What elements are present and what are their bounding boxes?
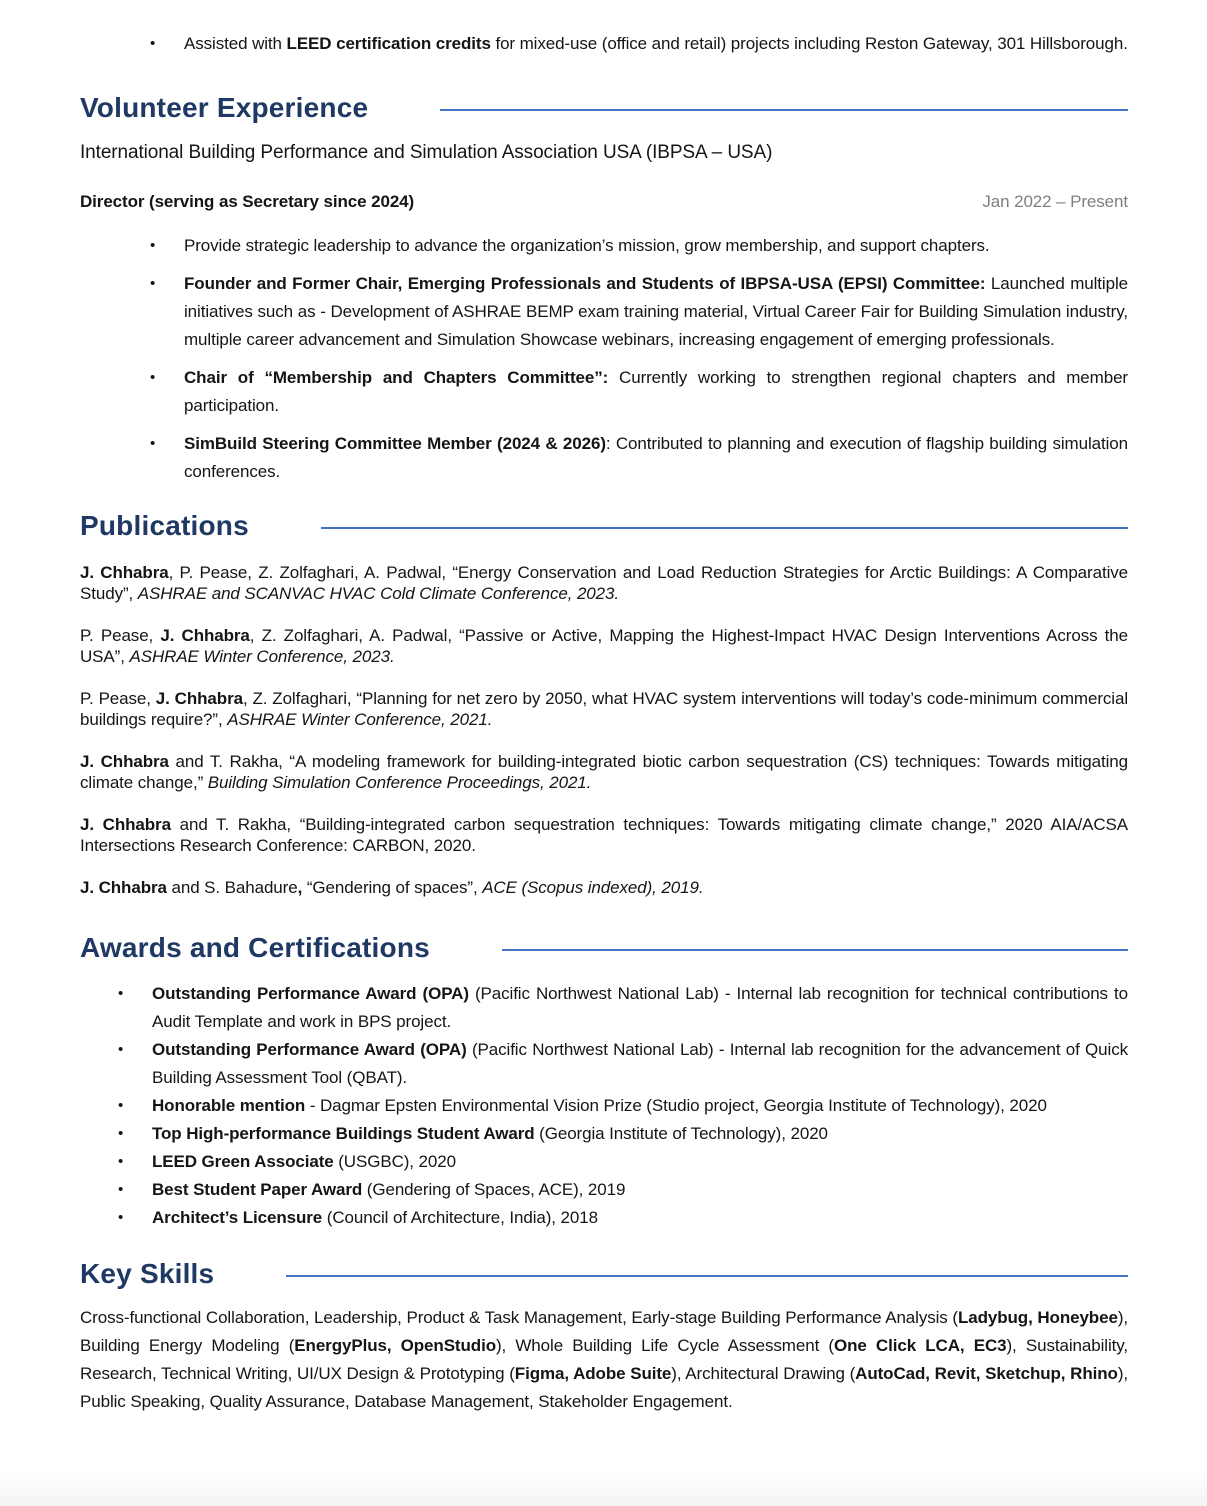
publication-item: J. Chhabra and T. Rakha, “A modeling framework for building-integrated biotic carbon sequestration (CS) techniques: Towards mitigating climate change,” Building Simulation Conference Proceedings, 2021.	[80, 752, 1129, 792]
section-heading-key-skills	[80, 1258, 1128, 1290]
bullet-text: Assisted with LEED certification credits for mixed-use (office and retail) projects including Reston Gateway, 301 Hillsborough.	[184, 34, 1128, 53]
bullet-icon: •	[118, 1125, 124, 1142]
award-text: Outstanding Performance Award (OPA) (Pacific Northwest National Lab) - Internal lab recognition for the advancement of Quick Building Assessment Tool (QBAT).	[152, 1040, 1128, 1087]
publication-item: J. Chhabra and S. Bahadure, “Gendering of spaces”, ACE (Scopus indexed), 2019.	[80, 878, 704, 897]
section-heading-awards	[80, 932, 1128, 964]
bullet-icon: •	[150, 369, 156, 386]
award-item	[118, 1092, 1128, 1120]
page-bottom-shadow	[0, 1468, 1207, 1506]
bullet-icon: •	[150, 237, 156, 254]
bullet-text: Provide strategic leadership to advance the organization’s mission, grow membership, and support chapters.	[184, 236, 990, 255]
bullet-icon: •	[118, 985, 124, 1002]
bullet-item	[150, 232, 1128, 260]
publication-item: J. Chhabra and T. Rakha, “Building-integrated carbon sequestration techniques: Towards mitigating climate change,” 2020 AIA/ACSA Intersections Research Conference: CARBON, 2020.	[80, 815, 1128, 855]
bullet-item	[150, 270, 1128, 354]
award-text: Best Student Paper Award (Gendering of Spaces, ACE), 2019	[152, 1180, 626, 1199]
heading-rule	[286, 1275, 1128, 1277]
bullet-icon: •	[118, 1153, 124, 1170]
bullet-text: SimBuild Steering Committee Member (2024 & 2026): Contributed to planning and execution of flagship building simulation conferences.	[184, 434, 1128, 481]
award-item	[118, 1148, 1128, 1176]
section-title: Volunteer Experience	[80, 92, 369, 123]
section-publications	[80, 510, 1128, 898]
section-volunteer-experience	[80, 92, 1128, 486]
role-title: Director (serving as Secretary since 2024)	[80, 192, 415, 211]
award-item	[118, 980, 1128, 1036]
section-title: Publications	[80, 510, 249, 541]
bullet-icon: •	[118, 1097, 124, 1114]
section-title: Key Skills	[80, 1258, 215, 1289]
bullet-text: Chair of “Membership and Chapters Committee”: Currently working to strengthen regional chapters and member participation.	[184, 368, 1128, 415]
award-text: Top High-performance Buildings Student Award (Georgia Institute of Technology), 2020	[152, 1124, 828, 1143]
bullet-icon: •	[118, 1041, 124, 1058]
bullet-icon: •	[150, 35, 156, 52]
bullet-icon: •	[118, 1181, 124, 1198]
bullet-icon: •	[118, 1209, 124, 1226]
bullet-item	[150, 430, 1128, 486]
award-text: Honorable mention - Dagmar Epsten Environmental Vision Prize (Studio project, Georgia Institute of Technology), 2020	[152, 1096, 1047, 1115]
award-list	[118, 980, 1128, 1232]
award-item	[118, 1176, 1128, 1204]
publication-list	[80, 562, 1128, 898]
award-item	[118, 1036, 1128, 1092]
heading-rule	[440, 109, 1128, 111]
award-item	[118, 1204, 1128, 1232]
section-heading-volunteer	[80, 92, 1128, 124]
organization-name: International Building Performance and Simulation Association USA (IBPSA – USA)	[80, 142, 773, 163]
award-item	[118, 1120, 1128, 1148]
experience-bullet-list	[150, 30, 1128, 58]
heading-rule	[502, 949, 1128, 951]
bullet-item	[150, 364, 1128, 420]
section-title: Awards and Certifications	[80, 932, 430, 963]
bullet-icon: •	[150, 435, 156, 452]
skills-paragraph: Cross-functional Collaboration, Leadership, Product & Task Management, Early-stage Building Performance Analysis (Ladybug, Honeybee), Building Energy Modeling (EnergyPlus, OpenStudio), Whole Building Life Cycle Assessment (One Click LCA, EC3), Sustainability, Research, Technical Writing, UI/UX Design & Prototyping (Figma, Adobe Suite), Architectural Drawing (AutoCad, Revit, Sketchup, Rhino), Public Speaking, Quality Assurance, Database Management, Stakeholder Engagement.	[80, 1308, 1129, 1411]
role-row	[80, 192, 1128, 212]
award-text: Outstanding Performance Award (OPA) (Pacific Northwest National Lab) - Internal lab recognition for technical contributions to Audit Template and work in BPS project.	[152, 984, 1128, 1031]
heading-rule	[321, 527, 1128, 529]
role-dates: Jan 2022 – Present	[982, 192, 1128, 211]
section-heading-publications	[80, 510, 1128, 542]
section-awards	[80, 932, 1128, 1232]
bullet-text: Founder and Former Chair, Emerging Professionals and Students of IBPSA-USA (EPSI) Committee: Launched multiple initiatives such as - Development of ASHRAE BEMP exam training material, Virtual Career Fair for Building Simulation industry, multiple career advancement and Simulation Showcase webinars, increasing engagement of emerging professionals.	[184, 274, 1128, 349]
publication-item: P. Pease, J. Chhabra, Z. Zolfaghari, A. Padwal, “Passive or Active, Mapping the Highest-Impact HVAC Design Interventions Across the USA”, ASHRAE Winter Conference, 2023.	[80, 626, 1129, 666]
bullet-icon: •	[150, 275, 156, 292]
section-key-skills	[80, 1258, 1128, 1416]
award-text: Architect’s Licensure (Council of Architecture, India), 2018	[152, 1208, 598, 1227]
publication-item: J. Chhabra, P. Pease, Z. Zolfaghari, A. Padwal, “Energy Conservation and Load Reduction Strategies for Arctic Buildings: A Comparative Study”, ASHRAE and SCANVAC HVAC Cold Climate Conference, 2023.	[80, 563, 1129, 603]
award-text: LEED Green Associate (USGBC), 2020	[152, 1152, 456, 1171]
volunteer-bullet-list	[150, 232, 1128, 486]
publication-item: P. Pease, J. Chhabra, Z. Zolfaghari, “Planning for net zero by 2050, what HVAC system interventions will today’s code-minimum commercial buildings require?”, ASHRAE Winter Conference, 2021.	[80, 689, 1129, 729]
bullet-item	[150, 30, 1128, 58]
